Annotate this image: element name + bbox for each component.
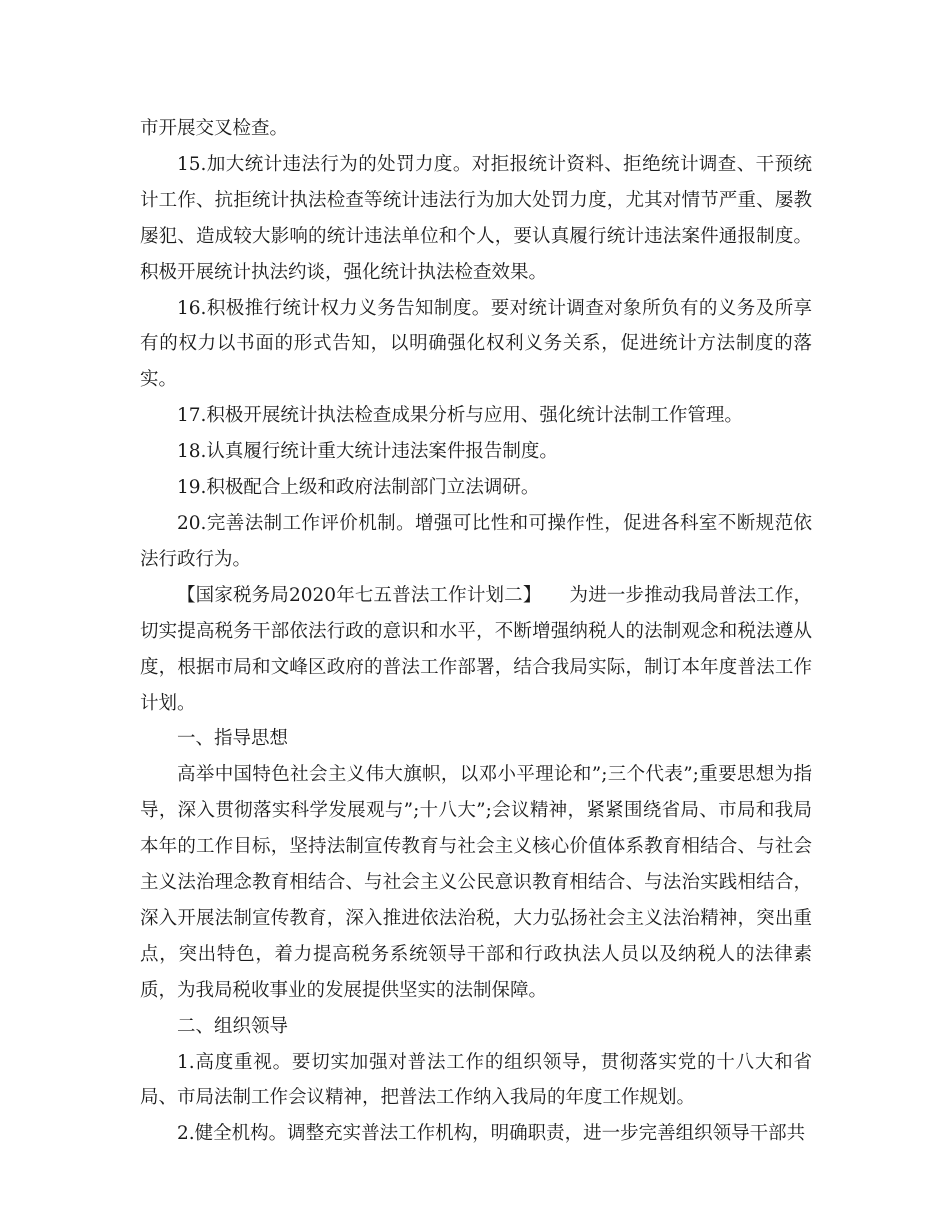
paragraph-guiding-ideology: 高举中国特色社会主义伟大旗帜，以邓小平理论和”;三个代表”;重要思想为指导，深入贯彻落实科学发展观与”;十八大”;会议精神，紧紧围绕省局、市局和我局本年的工作目标，坚持法制宣传教育与社会主义核心价值体系教育相结合、与社会主义法治理念教育相结合、与社会主义公民意识教育相结合、与法治实践相结合，深入开展法制宣传教育，深入推进依法治税，大力弘扬社会主义法治精神，突出重点，突出特色，着力提高税务系统领导干部和行政执法人员以及纳税人的法律素质，为我局税收事业的发展提供坚实的法制保障。 <box>140 764 812 1001</box>
paragraph-item-15: 15.加大统计违法行为的处罚力度。对拒报统计资料、拒绝统计调查、干预统计工作、抗拒统计执法检查等统计违法行为加大处罚力度，尤其对情节严重、屡教屡犯、造成较大影响的统计违法单位和个人，要认真履行统计违法案件通报制度。积极开展统计执法约谈，强化统计执法检查效果。 <box>140 153 812 283</box>
paragraph-organization-1: 1.高度重视。要切实加强对普法工作的组织领导，贯彻落实党的十八大和省局、市局法制工作会议精神，把普法工作纳入我局的年度工作规划。 <box>140 1051 812 1109</box>
document-body <box>140 111 812 1152</box>
section-heading-organization: 二、组织领导 <box>177 1015 289 1037</box>
paragraph-item-17: 17.积极开展统计执法检查成果分析与应用、强化统计法制工作管理。 <box>177 405 743 427</box>
paragraph-organization-2: 2.健全机构。调整充实普法工作机构，明确职责，进一步完善组织领导干部共 <box>177 1123 806 1145</box>
paragraph-continuation: 市开展交叉检查。 <box>140 118 289 139</box>
paragraph-item-16: 16.积极推行统计权力义务告知制度。要对统计调查对象所负有的义务及所享有的权力以书面的形式告知，以明确强化权利义务关系，促进统计方法制度的落实。 <box>140 297 812 391</box>
paragraph-item-20: 20.完善法制工作评价机制。增强可比性和可操作性，促进各科室不断规范依法行政行为。 <box>140 512 812 570</box>
section-heading-guiding-ideology: 一、指导思想 <box>177 728 289 750</box>
paragraph-item-19: 19.积极配合上级和政府法制部门立法调研。 <box>177 477 540 499</box>
paragraph-item-18: 18.认真履行统计重大统计违法案件报告制度。 <box>177 441 558 463</box>
paragraph-plan-two-intro: 【国家税务局2020年七五普法工作计划二】 为进一步推动我局普法工作，切实提高税务干部依法行政的意识和水平，不断增强纳税人的法制观念和税法遵从度，根据市局和文峰区政府的普法工作部署，结合我局实际，制订本年度普法工作计划。 <box>140 584 812 714</box>
